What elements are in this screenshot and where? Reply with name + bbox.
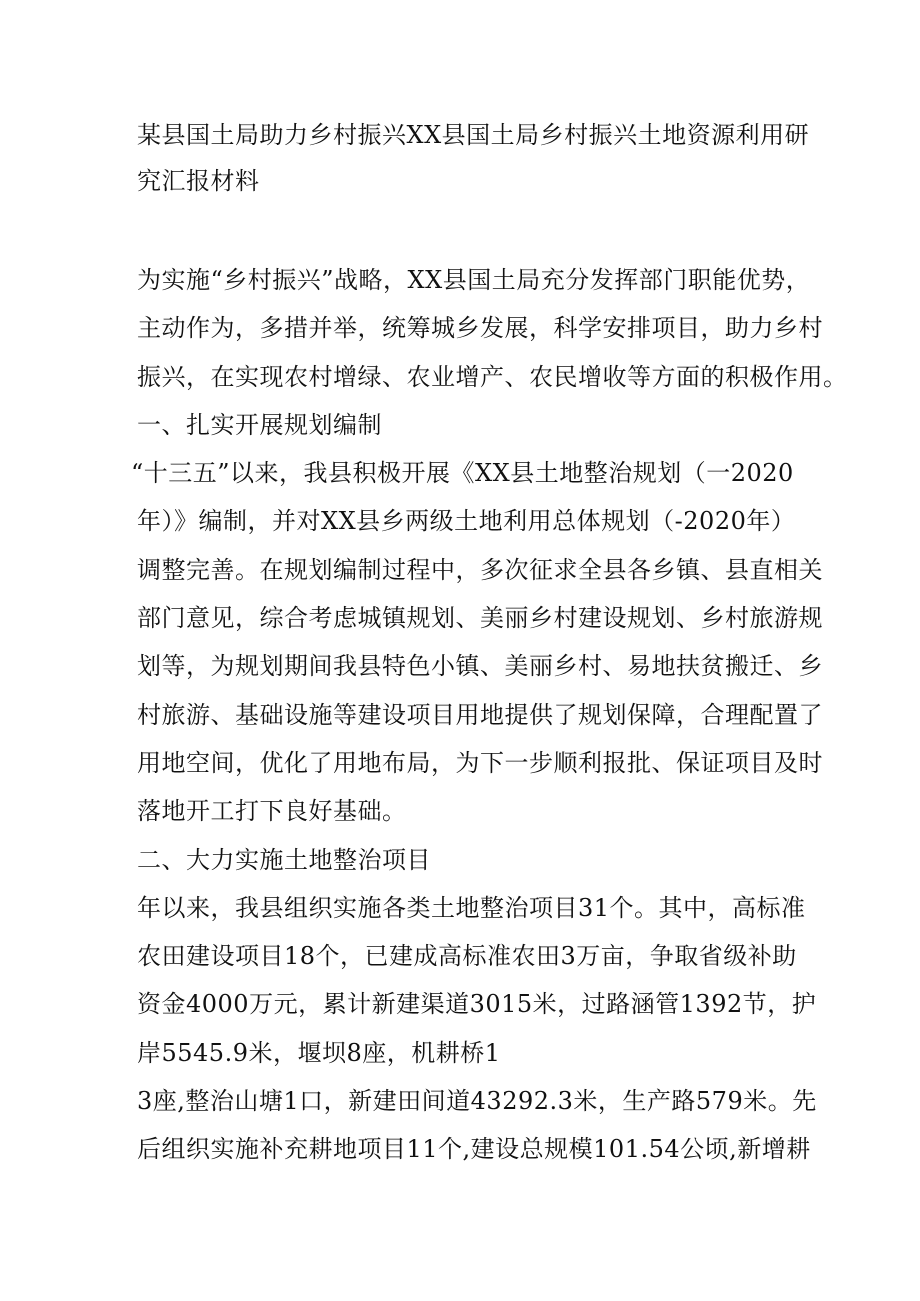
title-line: 究汇报材料	[137, 167, 260, 195]
body-line: 振兴，在实现农村增绿、农业增产、农民增收等方面的积极作用。	[137, 362, 848, 391]
title-line: 某县国土局助力乡村振兴XX县国土局乡村振兴土地资源利用研	[137, 121, 810, 149]
body-line: “十三五”以来，我县积极开展《XX县土地整治规划（一2020	[131, 459, 794, 488]
body-line: 主动作为，多措并举，统筹城乡发展，科学安排项目，助力乡村	[137, 314, 823, 343]
document-title	[137, 112, 810, 204]
body-line: 资金4000万元，累计新建渠道3015米，过路涵管1392节，护	[137, 990, 817, 1019]
body-line: 部门意见，综合考虑城镇规划、美丽乡村建设规划、乡村旅游规	[137, 604, 823, 633]
body-line: 调整完善。在规划编制过程中，多次征求全县各乡镇、县直相关	[137, 555, 823, 584]
body-line: 3座,整治山塘1口，新建田间道43292.3米，生产路579米。先	[137, 1087, 817, 1116]
body-line: 岸5545.9米，堰坝8座，机耕桥1	[137, 1038, 501, 1067]
section-heading: 二、大力实施土地整治项目	[137, 845, 431, 874]
body-line: 农田建设项目18个，已建成高标准农田3万亩，争取省级补助	[137, 942, 797, 971]
document-body	[131, 256, 848, 1174]
body-line: 年以来，我县组织实施各类土地整治项目31个。其中，高标准	[137, 893, 806, 922]
body-line: 划等，为规划期间我县特色小镇、美丽乡村、易地扶贫搬迁、乡	[137, 652, 823, 681]
body-line: 年）》编制，并对XX县乡两级土地利用总体规划（-2020年）	[137, 507, 796, 536]
body-line: 落地开工打下良好基础。	[137, 797, 407, 826]
body-line: 为实施“乡村振兴”战略，XX县国土局充分发挥部门职能优势，	[137, 266, 811, 294]
body-line: 用地空间，优化了用地布局，为下一步顺利报批、保证项目及时	[137, 748, 823, 777]
body-line: 后组织实施补充耕地项目11个,建设总规模101.54公顷,新增耕	[137, 1135, 811, 1164]
section-heading: 一、扎实开展规划编制	[137, 410, 382, 439]
body-line: 村旅游、基础设施等建设项目用地提供了规划保障，合理配置了	[137, 700, 823, 729]
